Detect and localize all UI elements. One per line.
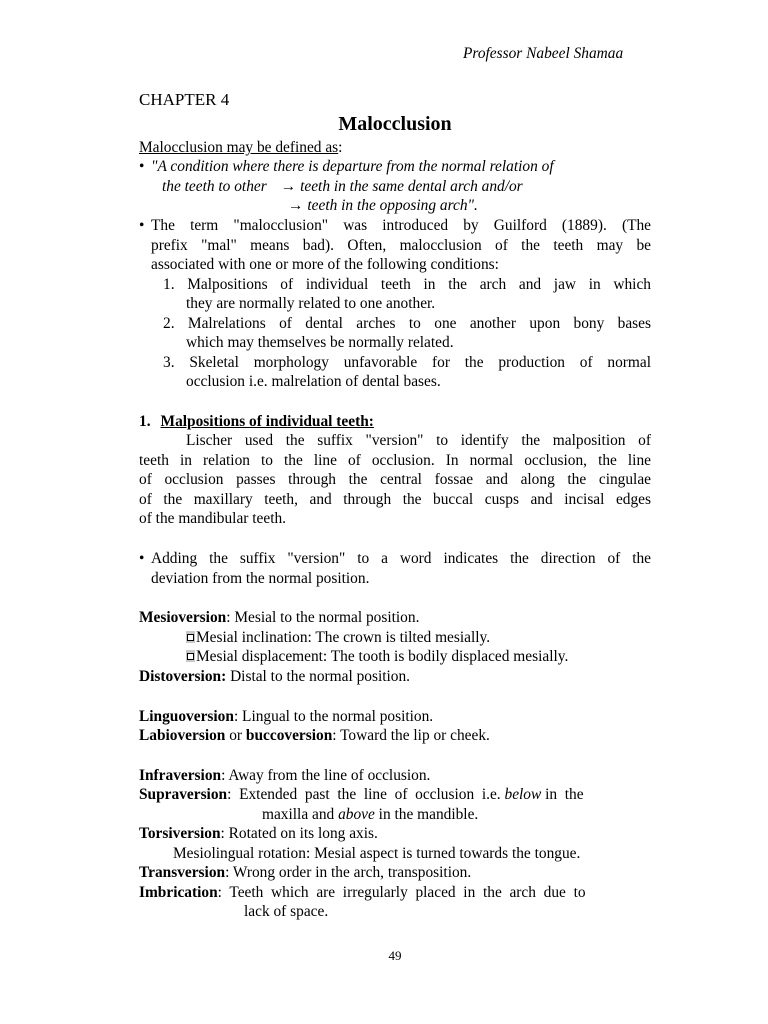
transversion-definition: : Wrong order in the arch, transposition. (225, 864, 472, 881)
page-number: 49 (388, 948, 402, 963)
definition-intro-text: Malocclusion may be defined as (139, 139, 339, 156)
or-text: or (225, 727, 246, 744)
imbrication-entry (139, 883, 586, 902)
mesial-inclination-text: Mesial inclination: The crown is tilted mesially. (196, 629, 491, 646)
chapter-label: CHAPTER 4 (139, 90, 230, 109)
section-1-number: 1. (139, 413, 151, 430)
distoversion-term: Distoversion: (139, 668, 227, 685)
definition-quote-line-2 (162, 177, 523, 196)
infraversion-term: Infraversion (139, 767, 222, 784)
term-line-2: prefix "mal" means bad). Often, malocclusion of the teeth may be (151, 237, 651, 254)
imbrication-definition: : Teeth which are irregularly placed in the arch due to (217, 884, 586, 901)
labioversion-term: Labioversion (139, 727, 226, 744)
definition-quote-line-3 (288, 196, 478, 215)
condition-2-line-1: 2. Malrelations of dental arches to one another upon bony bases (163, 315, 651, 332)
quote-line-2b: teeth in the same dental arch and/or (300, 178, 523, 195)
torsiversion-entry (139, 824, 378, 843)
quote-line-1-text: "A condition where there is departure from the normal relation of (151, 158, 554, 175)
condition-3-line-1: 3. Skeletal morphology unfavorable for the production of normal (163, 354, 651, 371)
mesial-displacement-entry (186, 647, 568, 666)
imbrication-term: Imbrication (139, 884, 218, 901)
above-emphasis: above (338, 806, 375, 823)
suffix-line-1: Adding the suffix "version" to a word indicates the direction of the (151, 550, 651, 567)
supraversion-line-2b: in the mandible. (374, 806, 479, 823)
mesioversion-entry (139, 608, 419, 627)
right-arrow-icon: → (280, 178, 297, 195)
supraversion-definition-b: in the (541, 786, 584, 803)
mesial-inclination-entry (186, 628, 490, 647)
distoversion-definition: Distal to the normal position. (226, 668, 411, 685)
quote-line-2a: the teeth to other (162, 178, 267, 195)
condition-3-line-2: occlusion i.e. malrelation of dental bases. (186, 373, 441, 390)
term-line-3: associated with one or more of the following conditions: (151, 256, 499, 273)
checkbox-square-icon (186, 631, 195, 643)
linguoversion-definition: : Lingual to the normal position. (233, 708, 434, 725)
torsiversion-definition: : Rotated on its long axis. (220, 825, 378, 842)
buccoversion-term: buccoversion (245, 727, 333, 744)
section-1-title: Malpositions of individual teeth: (160, 413, 374, 430)
section-1-para-line-3: of occlusion passes through the central fossae and along the cingulae (139, 471, 651, 488)
definition-intro (139, 138, 342, 157)
below-emphasis: below (504, 786, 542, 803)
running-header-author: Professor Nabeel Shamaa (463, 45, 624, 62)
bullet-icon: • (139, 217, 145, 234)
suffix-bullet (139, 549, 151, 568)
term-line-1: The term "malocclusion" was introduced by Guilford (1889). (The (151, 217, 651, 234)
bullet-icon: • (139, 158, 145, 175)
chapter-title: Malocclusion (338, 113, 452, 135)
suffix-line-2: deviation from the normal position. (151, 570, 370, 587)
section-1-para-line-2: teeth in relation to the line of occlusion. In normal occlusion, the line (139, 452, 651, 469)
quote-line-3-text: teeth in the opposing arch". (307, 197, 478, 214)
definition-colon: : (338, 139, 343, 156)
checkbox-square-icon (186, 650, 195, 662)
condition-1-line-2: they are normally related to one another. (186, 295, 436, 312)
right-arrow-icon: → (288, 197, 304, 214)
supraversion-line-2a: maxilla and (262, 806, 339, 823)
bullet-icon: • (139, 550, 145, 567)
labioversion-definition: : Toward the lip or cheek. (332, 727, 490, 744)
distoversion-entry (139, 667, 410, 686)
condition-1-line-1: 1. Malpositions of individual teeth in the arch and jaw in which (163, 276, 651, 293)
infraversion-definition: : Away from the line of occlusion. (221, 767, 431, 784)
section-1-para-line-4: of the maxillary teeth, and through the buccal cusps and incisal edges (139, 491, 651, 508)
mesial-displacement-text: Mesial displacement: The tooth is bodily displaced mesially. (196, 648, 569, 665)
supraversion-definition-a: : Extended past the line of occlusion i.e. (227, 786, 501, 803)
section-1-heading (139, 412, 374, 431)
imbrication-line-2: lack of space. (244, 903, 329, 920)
supraversion-line-2 (262, 805, 478, 824)
condition-2-line-2: which may themselves be normally related. (186, 334, 454, 351)
infraversion-entry (139, 766, 430, 785)
term-bullet (139, 216, 151, 235)
mesioversion-definition: : Mesial to the normal position. (226, 609, 420, 626)
transversion-term: Transversion (139, 864, 226, 881)
definition-quote-line-1 (139, 157, 554, 176)
labioversion-entry (139, 726, 490, 745)
torsiversion-term: Torsiversion (139, 825, 221, 842)
transversion-entry (139, 863, 471, 882)
supraversion-entry (139, 785, 584, 804)
section-1-para-line-5: of the mandibular teeth. (139, 510, 287, 527)
section-1-para-line-1: Lischer used the suffix "version" to identify the malposition of (186, 432, 651, 449)
linguoversion-term: Linguoversion (139, 708, 234, 725)
supraversion-term: Supraversion (139, 786, 228, 803)
mesioversion-term: Mesioversion (139, 609, 227, 626)
linguoversion-entry (139, 707, 433, 726)
mesiolingual-rotation: Mesiolingual rotation: Mesial aspect is turned towards the tongue. (173, 845, 581, 862)
